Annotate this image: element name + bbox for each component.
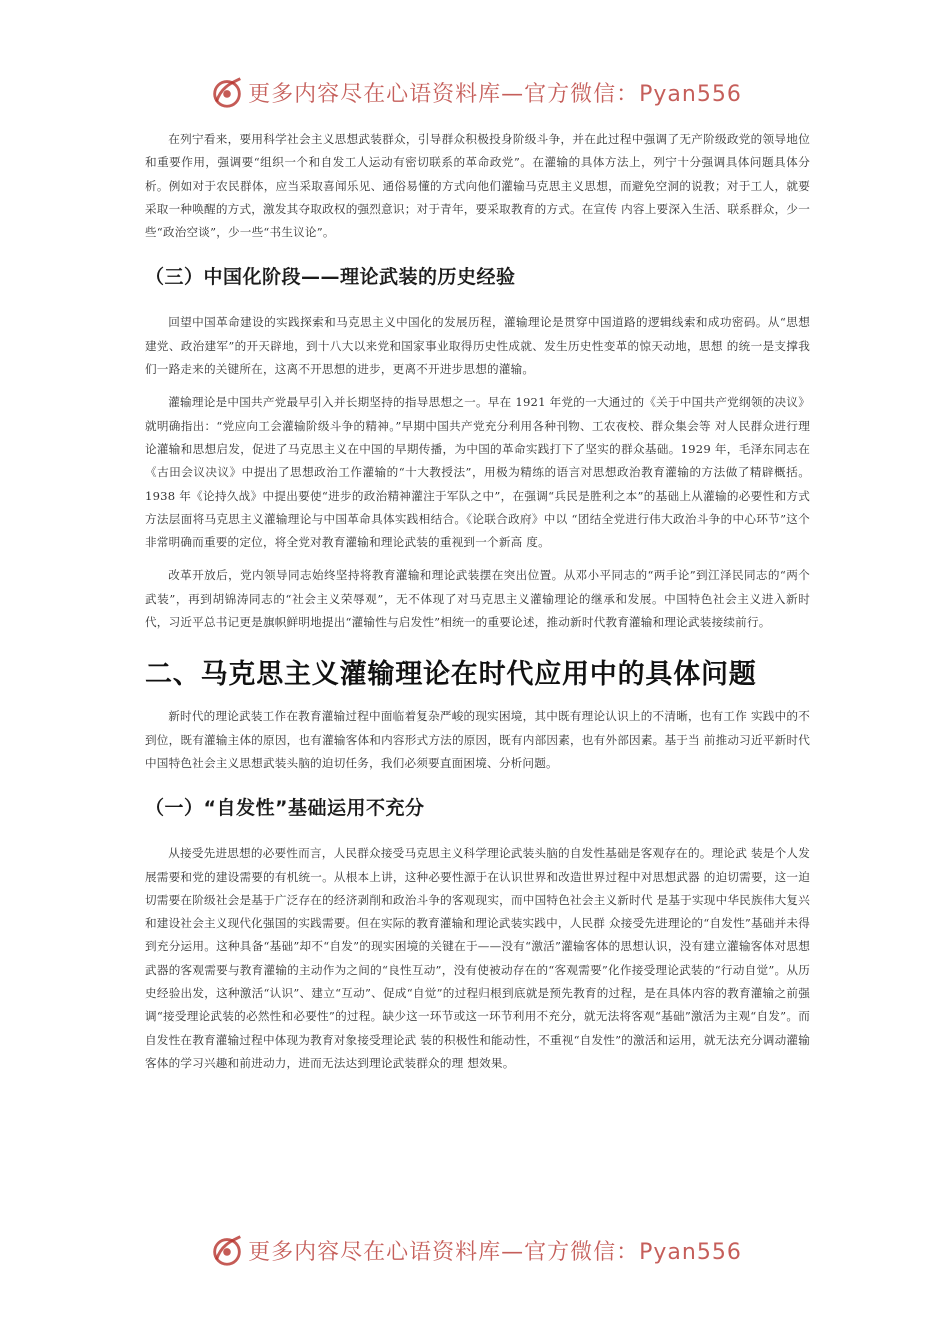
section-heading: 二、马克思主义灌输理论在时代应用中的具体问题 [145,659,757,691]
paragraph: 在列宁看来，要用科学社会主义思想武装群众，引导群众积极投身阶级斗争，并在此过程中强调了无产阶级政党的领导地位和重要作用，强调要“组织一个和自发工人运动有密切联系的革命政党”。在灌输的具体方法上，列宁十分强调具体问题具体分析。例如对于农民群体，应当采取喜闻乐见、通俗易懂的方式向他们灌输马克思主义思想，而避免空洞的说教；对于工人，就要采取一种唤醒的方式，激发其夺取政权的强烈意识；对于青年，要采取教育的方式。在宣传 内容上要深入生活、联系群众，少一些“政治空谈”，少一些“书生议论”。 [145,132,810,240]
brand-logo-icon [208,73,246,111]
paragraph: 改革开放后，党内领导同志始终坚持将教育灌输和理论武装摆在突出位置。从邓小平同志的“两手论”到江泽民同志的“两个武装”，再到胡锦涛同志的“社会主义荣辱观”，无不体现了对马克思主义灌输理论的继承和发展。中国特色社会主义进入新时代，习近平总书记更是旗帜鲜明地提出“灌输性与启发性”相统一的重要论述，推动新时代教育灌输和理论武装接续前行。 [145,568,810,630]
subheading: （一）“自发性”基础运用不充分 [145,797,425,820]
paragraph: 回望中国革命建设的实践探索和马克思主义中国化的发展历程，灌输理论是贯穿中国道路的逻辑线索和成功密码。从“思想建党、政治建军”的开天辟地，到十八大以来党和国家事业取得历史性成就、发生历史性变革的惊天动地，思想 的统一是支撑我们一路走来的关键所在，这离不开思想的进步，更离不开进步思想的灌输。 [145,315,810,377]
watermark-header [0,70,950,114]
brand-logo-icon [208,1231,246,1269]
document-body [145,128,810,1075]
watermark-text: 更多内容尽在心语资料库—官方微信：Pyan556 [248,1239,742,1265]
subheading: （三）中国化阶段——理论武装的历史经验 [145,266,516,289]
paragraph: 新时代的理论武装工作在教育灌输过程中面临着复杂严峻的现实困境，其中既有理论认识上的不清晰，也有工作 实践中的不到位，既有灌输主体的原因，也有灌输客体和内容形式方法的原因，既有内部因素，也有外部因素。基于当 前推动习近平新时代中国特色社会主义思想武装头脑的迫切任务，我们必须要直面困境、分析问题。 [145,709,810,770]
paragraph: 从接受先进思想的必要性而言，人民群众接受马克思主义科学理论武装头脑的自发性基础是客观存在的。理论武 装是个人发展需要和党的建设需要的有机统一。从根本上讲，这种必要性源于在认识世界和改造世界过程中对思想武器 的迫切需要，这一迫切需要在阶级社会是基于广泛存在的经济剥削和政治斗争的客观现实，而中国特色社会主义新时代 是基于实现中华民族伟大复兴和建设社会主义现代化强国的实践需要。但在实际的教育灌输和理论武装实践中，人民群 众接受先进理论的“自发性”基础并未得到充分运用。这种具备“基础”却不“自发”的现实困境的关键在于——没有“激活”灌输客体的思想认识，没有建立灌输客体对思想武器的客观需要与教育灌输的主动作为之间的“良性互动”，没有使被动存在的“客观需要”化作接受理论武装的“行动自觉”。从历史经验出发，这种激活“认识”、建立“互动”、促成“自觉”的过程归根到底就是预先教育的过程，是在具体内容的教育灌输之前强调“接受理论武装的必然性和必要性”的过程。缺少这一环节或这一环节利用不充分，就无法将客观“基础”激活为主观“自发”。而自发性在教育灌输过程中体现为教育对象接受理论武 装的积极性和能动性，不重视“自发性”的激活和运用，就无法充分调动灌输客体的学习兴趣和前进动力，进而无法达到理论武装群众的理 想效果。 [145,846,810,1070]
paragraph: 灌输理论是中国共产党最早引入并长期坚持的指导思想之一。早在 1921 年党的一大通过的《关于中国共产党纲领的决议》就明确指出：“党应向工会灌输阶级斗争的精神。”早期中国共产党充分利用各种刊物、工农夜校、群众集会等 对人民群众进行理论灌输和思想启发，促进了马克思主义在中国的早期传播，为中国的革命实践打下了坚实的群众基础。1929 年，毛泽东同志在《古田会议决议》中提出了思想政治工作灌输的“十大教授法”，用极为精练的语言对思想政治教育灌输的方法做了精辟概括。1938 年《论持久战》中提出要使“进步的政治精神灌注于军队之中”，在强调“兵民是胜利之本”的基础上从灌输的必要性和方式方法层面将马克思主义灌输理论与中国革命具体实践相结合。《论联合政府》中以 “团结全党进行伟大政治斗争的中心环节”这个非常明确而重要的定位，将全党对教育灌输和理论武装的重视到一个新高 度。 [145,395,810,550]
watermark-footer [0,1228,950,1272]
watermark-text: 更多内容尽在心语资料库—官方微信：Pyan556 [248,81,742,107]
